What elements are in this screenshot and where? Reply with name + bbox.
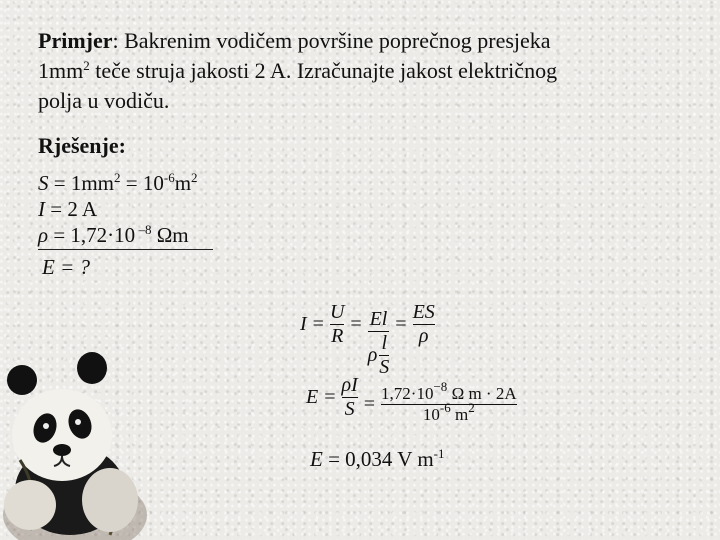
given-values: [38, 170, 198, 248]
unknown-quantity: E = ?: [42, 255, 90, 279]
fraction-rho-i-over-s: $\frac{\rho I}{S}$: [341, 374, 358, 420]
solution-title: Rješenje:: [38, 133, 126, 158]
given-current: I = 2 A: [38, 197, 98, 221]
divider-line: [38, 249, 213, 250]
given-area: $S = 1mm^2 = 10^{-6}m^2$: [38, 170, 198, 195]
formula-ohms-law: I = $\frac{U}{R}$ = El ρ $\frac{l}{S}$ = $\frac{ES}{\rho}$: [300, 301, 435, 378]
fraction-el-over-rho-l-s: El ρ $\frac{l}{S}$: [367, 308, 390, 378]
formula-field-calculation: E = $\frac{\rho I}{S}$ = $\frac{1,72\cdot 10^{-8} \Omega m \cdot 2A}{10^{-6} m^2}$: [306, 374, 517, 424]
example-label: Primjer: [38, 28, 113, 53]
panda-image: [0, 340, 160, 540]
fraction-es-over-rho: $\frac{ES}{\rho}$: [412, 301, 435, 347]
given-resistivity: ρ = 1,72·10 $^{-8}$ Ωm: [38, 222, 189, 247]
fraction-u-over-r: $\frac{U}{R}$: [329, 301, 345, 347]
fraction-numeric: $\frac{1,72\cdot 10^{-8} \Omega m \cdot 2A}{10^{-6} m^2}$: [381, 379, 517, 424]
problem-statement: Primjer: Bakrenim vodičem površine poprečnog presjeka $1mm^2$ teče struja jakosti 2 A. Izračunajte jakost električnog polja u vodiču.: [38, 28, 558, 113]
final-result: E = 0,034 V $m^{-1}$: [310, 446, 445, 471]
